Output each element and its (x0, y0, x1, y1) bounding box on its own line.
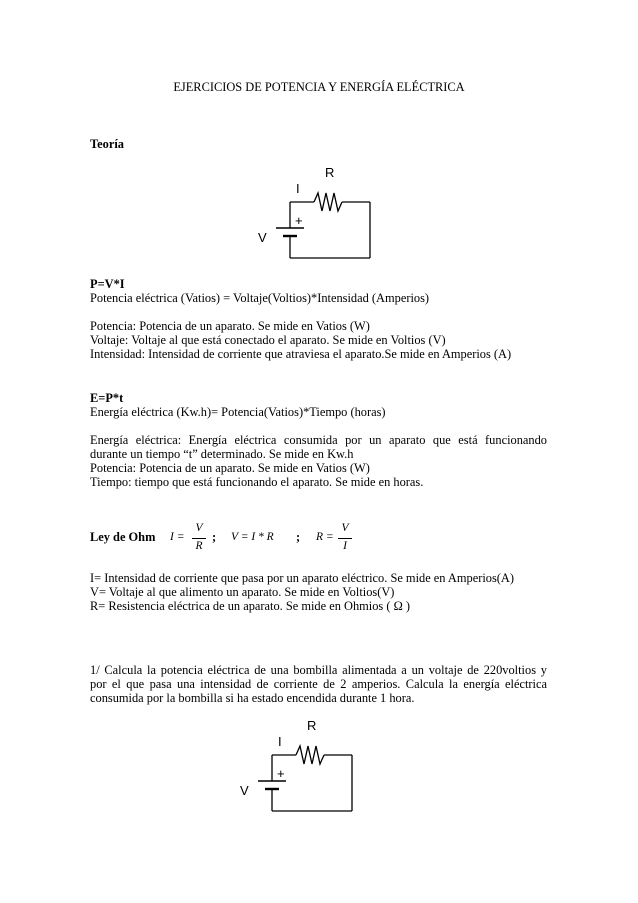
power-unit-line: Potencia: Potencia de un aparato. Se mide en Vatios (W) (90, 319, 370, 333)
ohm-resistance-line: R= Resistencia eléctrica de un aparato. Se mide en Ohmios ( Ω ) (90, 599, 411, 613)
circuit-diagram-2 (232, 713, 362, 823)
eq1-numerator: V (195, 522, 203, 534)
theory-heading: Teoría (90, 137, 124, 151)
current-label: I (296, 181, 300, 196)
energy-description-1: Energía eléctrica: Energía eléctrica consumida por un aparato que está funcionando (90, 433, 547, 447)
eq1-denominator: R (195, 540, 203, 552)
energy-power-line: Potencia: Potencia de un aparato. Se mide en Vatios (W) (90, 461, 370, 475)
power-formula: P=V*I (90, 277, 125, 291)
plus-sign: + (295, 213, 303, 228)
exercise1-line-2: por el que pasa una intensidad de corriente de 2 amperios. Calcula la energía eléctrica (90, 677, 547, 691)
power-definition: Potencia eléctrica (Vatios) = Voltaje(Voltios)*Intensidad (Amperios) (90, 291, 430, 305)
ohm-separator-2: ; (296, 530, 301, 544)
eq3-fraction-bar (338, 538, 352, 539)
page-title: EJERCICIOS DE POTENCIA Y ENERGÍA ELÉCTRICA (173, 80, 465, 94)
circuit-diagram-1 (250, 160, 380, 270)
ohm-voltage-line: V= Voltaje al que alimento un aparato. Se mide en Voltios(V) (90, 585, 395, 599)
voltage-label: V (258, 230, 267, 245)
eq3-lhs: R = (316, 531, 334, 543)
energy-formula: E=P*t (90, 391, 124, 405)
eq1-fraction-bar (192, 538, 206, 539)
eq3-numerator: V (341, 522, 349, 534)
ohm-equation-2: V = I * R (231, 531, 274, 543)
resistor-label: R (325, 165, 335, 180)
voltage-label-2: V (240, 783, 249, 798)
eq1-lhs: I = (170, 531, 185, 543)
eq3-denominator: I (343, 540, 347, 552)
ohm-intensity-line: I= Intensidad de corriente que pasa por un aparato eléctrico. Se mide en Amperios(A) (90, 571, 514, 585)
ohm-separator-1: ; (212, 530, 217, 544)
exercise1-line-3: consumida por la bombilla si ha estado encendida durante 1 hora. (90, 691, 415, 705)
ohm-law-label: Ley de Ohm (90, 530, 156, 544)
plus-sign-2: + (277, 766, 285, 781)
energy-definition: Energía eléctrica (Kw.h)= Potencia(Vatios)*Tiempo (horas) (90, 405, 386, 419)
resistor-label-2: R (307, 718, 317, 733)
exercise1-line-1: 1/ Calcula la potencia eléctrica de una bombilla alimentada a un voltaje de 220voltios y (90, 663, 547, 677)
current-label-2: I (278, 734, 282, 749)
intensity-unit-line: Intensidad: Intensidad de corriente que atraviesa el aparato.Se mide en Amperios (A) (90, 347, 512, 361)
energy-time-line: Tiempo: tiempo que está funcionando el aparato. Se mide en horas. (90, 475, 424, 489)
energy-description-2: durante un tiempo “t” determinado. Se mide en Kw.h (90, 447, 354, 461)
voltage-unit-line: Voltaje: Voltaje al que está conectado el aparato. Se mide en Voltios (V) (90, 333, 446, 347)
